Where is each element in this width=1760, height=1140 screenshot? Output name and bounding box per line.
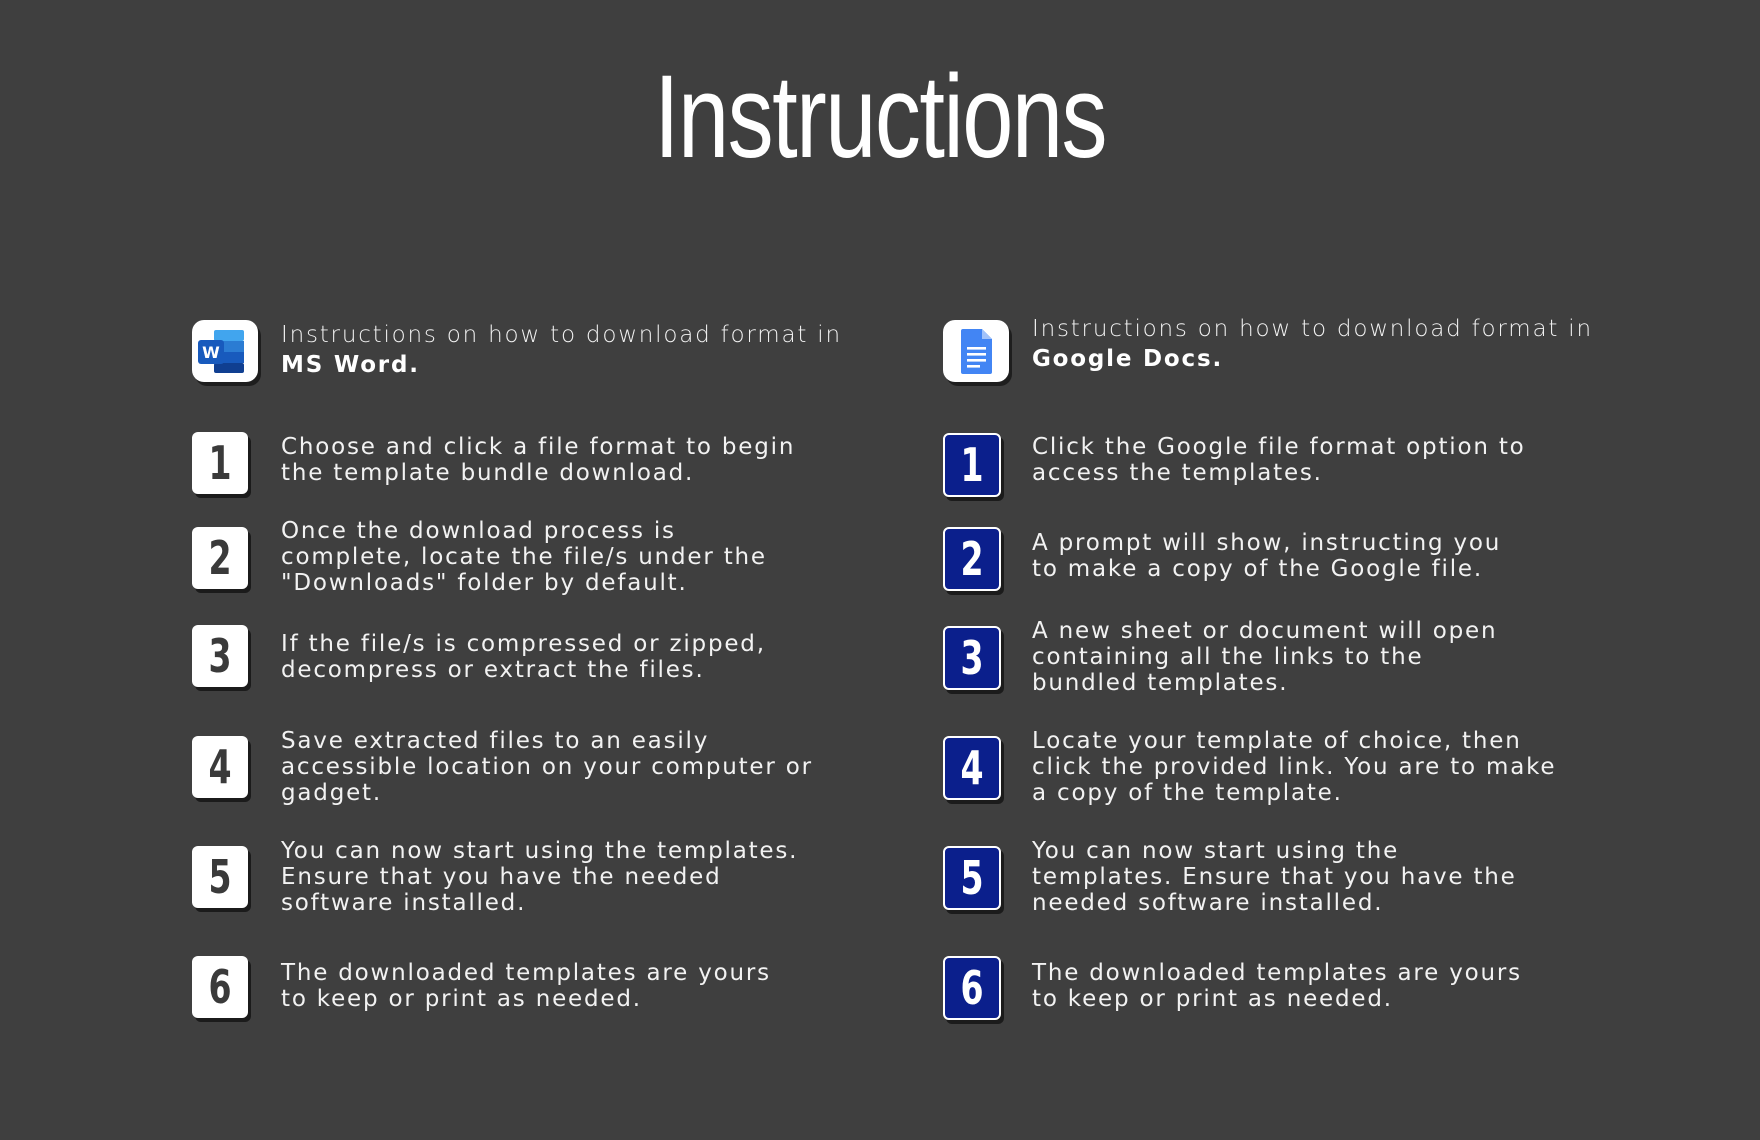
ms-word-header-prefix: Instructions on how to download format in	[281, 322, 842, 348]
google-step-3-badge: 3	[943, 626, 1001, 690]
word-step-3-badge: 3	[192, 625, 248, 687]
google-step-4-text: Locate your template of choice, then click the provided link. You are to make a copy of the template.	[1032, 728, 1557, 806]
word-step-6-badge: 6	[192, 956, 248, 1018]
word-step-3-text: If the file/s is compressed or zipped, decompress or extract the files.	[281, 631, 766, 683]
ms-word-icon	[192, 320, 258, 382]
page-title: Instructions	[654, 51, 1106, 183]
google-step-6-text: The downloaded templates are yours to keep or print as needed.	[1032, 960, 1522, 1012]
google-step-1-text: Click the Google file format option to access the templates.	[1032, 434, 1526, 486]
svg-text:W: W	[202, 343, 220, 362]
google-step-6-badge: 6	[943, 956, 1001, 1020]
google-step-1-badge: 1	[943, 433, 1001, 497]
google-step-5-badge: 5	[943, 846, 1001, 910]
google-step-2-badge: 2	[943, 527, 1001, 591]
word-step-6-text: The downloaded templates are yours to keep or print as needed.	[281, 960, 771, 1012]
google-docs-icon	[943, 320, 1009, 382]
word-step-1-text: Choose and click a file format to begin the template bundle download.	[281, 434, 796, 486]
word-step-4-badge: 4	[192, 736, 248, 798]
google-docs-header-prefix: Instructions on how to download format in	[1032, 316, 1593, 342]
google-step-5-text: You can now start using the templates. Ensure that you have the needed software installed.	[1032, 838, 1517, 916]
word-step-1-badge: 1	[192, 432, 248, 494]
word-step-5-text: You can now start using the templates. Ensure that you have the needed software installed.	[281, 838, 799, 916]
google-docs-header-bold: Google Docs.	[1032, 346, 1223, 372]
google-docs-header-text	[1032, 314, 1632, 374]
ms-word-header-text	[281, 320, 881, 380]
google-step-3-text: A new sheet or document will open containing all the links to the bundled templates.	[1032, 618, 1498, 696]
word-step-2-text: Once the download process is complete, locate the file/s under the "Downloads" folder by default.	[281, 518, 767, 596]
word-step-2-badge: 2	[192, 527, 248, 589]
ms-word-header-bold: MS Word.	[281, 352, 420, 378]
word-step-5-badge: 5	[192, 846, 248, 908]
google-step-2-text: A prompt will show, instructing you to make a copy of the Google file.	[1032, 530, 1502, 582]
google-step-4-badge: 4	[943, 736, 1001, 800]
word-step-4-text: Save extracted files to an easily accessible location on your computer or gadget.	[281, 728, 813, 806]
